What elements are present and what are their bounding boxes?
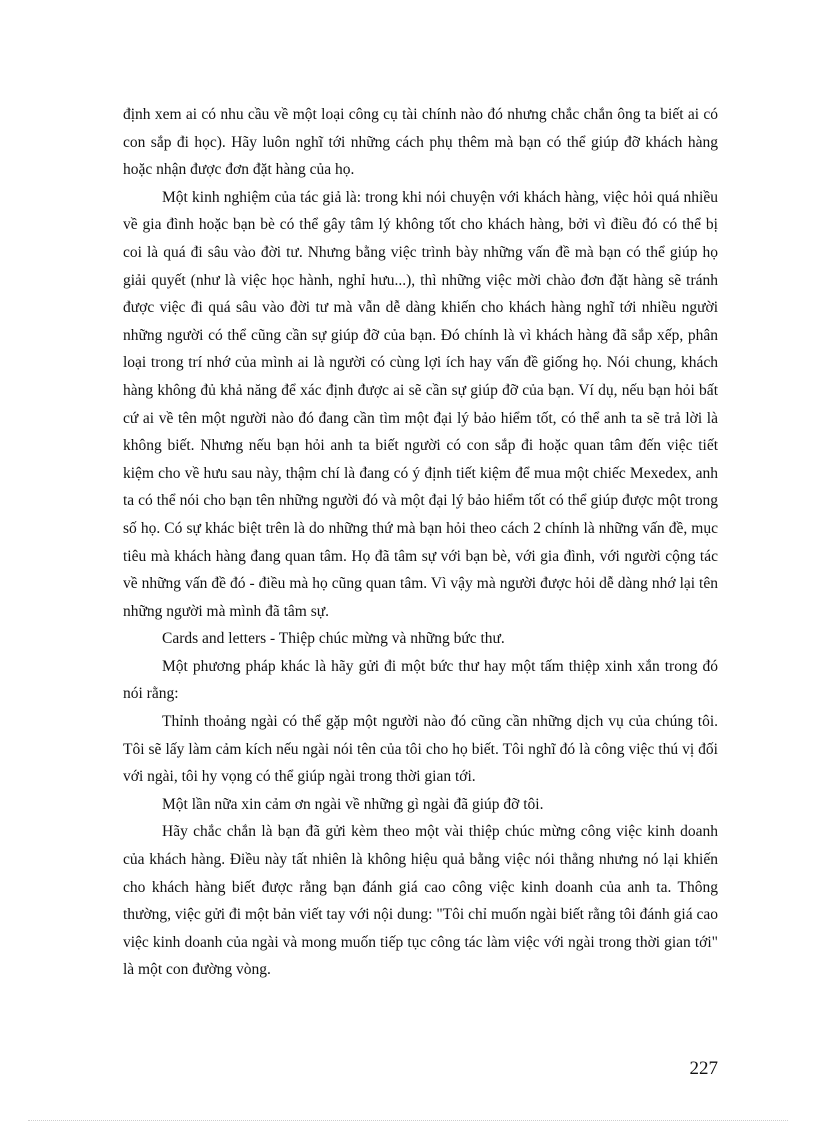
paragraph-cards-heading: Cards and letters - Thiệp chúc mừng và những bức thư. [162,630,505,648]
paragraph-letter-quote: Thỉnh thoảng ngài có thể gặp một người nào đó cũng cần những dịch vụ của chúng tôi. Tôi sẽ lấy làm cảm kích nếu ngài nói tên của tôi cho họ biết. Tôi nghĩ đó là công việc thú vị đối với ngài, tôi hy vọng có thể giúp ngài trong thời gian tới. [123,713,718,786]
bottom-divider [28,1120,788,1121]
paragraph-method: Một phương pháp khác là hãy gửi đi một bức thư hay một tấm thiệp xinh xắn trong đó nói rằng: [123,657,718,703]
page-number: 227 [689,1058,718,1079]
paragraph-greeting-cards: Hãy chắc chắn là bạn đã gửi kèm theo một vài thiệp chúc mừng công việc kinh doanh của khách hàng. Điều này tất nhiên là không hiệu quả bằng việc nói thẳng nhưng nó lại khiến cho khách hàng biết được rằng bạn đánh giá cao công việc kinh doanh của anh ta. Thông thường, việc gửi đi một bản viết tay với nội dung: "Tôi chỉ muốn ngài biết rằng tôi đánh giá cao việc kinh doanh của ngài và mong muốn tiếp tục công tác làm việc với ngài trong thời gian tới" là một con đường vòng. [123,823,718,979]
paragraph-author-experience: Một kinh nghiệm của tác giả là: trong khi nói chuyện với khách hàng, việc hỏi quá nhiều về gia đình hoặc bạn bè có thể gây tâm lý không tốt cho khách hàng, bởi vì điều đó có thể bị coi là quá đi sâu vào đời tư. Nhưng bằng việc trình bày những vấn đề mà bạn có thể giúp họ giải quyết (như là việc học hành, nghỉ hưu...), thì những việc mời chào đơn đặt hàng sẽ tránh được việc đi quá sâu vào đời tư mà vẫn dễ dàng khiến cho khách hàng nghĩ tới nhiều người những người có thể cũng cần sự giúp đỡ của bạn. Đó chính là vì khách hàng đã sắp xếp, phân loại trong trí nhớ của mình ai là người có cùng lợi ích hay vấn đề giống họ. Nói chung, khách hàng không đủ khả năng để xác định được ai sẽ cần sự giúp đỡ của bạn. Ví dụ, nếu bạn hỏi bất cứ ai về tên một người nào đó đang cần tìm một đại lý bảo hiểm tốt, có thể anh ta sẽ trả lời là không biết. Nhưng nếu bạn hỏi anh ta biết người có con sắp đi hoặc quan tâm đến việc tiết kiệm cho về hưu sau này, thậm chí là đang có ý định tiết kiệm để mua một chiếc Mexedex, anh ta có thể nói cho bạn tên những người đó và một đại lý bảo hiểm tốt có thể giúp được một trong số họ. Có sự khác biệt trên là do những thứ mà bạn hỏi theo cách 2 chính là những vấn đề, mục tiêu mà khách hàng đang quan tâm. Họ đã tâm sự với bạn bè, với gia đình, với người cộng tác về những vấn đề đó - điều mà họ cũng quan tâm. Vì vậy mà người được hỏi dễ dàng nhớ lại tên những người mà mình đã tâm sự. [123,188,718,620]
paragraph-thanks: Một lần nữa xin cảm ơn ngài về những gì ngài đã giúp đỡ tôi. [162,795,544,813]
paragraph-continuation: định xem ai có nhu cầu về một loại công cụ tài chính nào đó nhưng chắc chắn ông ta biết ai có con sắp đi học). Hãy luôn nghĩ tới những cách phụ thêm mà bạn có thể giúp đỡ khách hàng hoặc nhận được đơn đặt hàng của họ. [123,106,718,179]
body-text [123,101,718,984]
